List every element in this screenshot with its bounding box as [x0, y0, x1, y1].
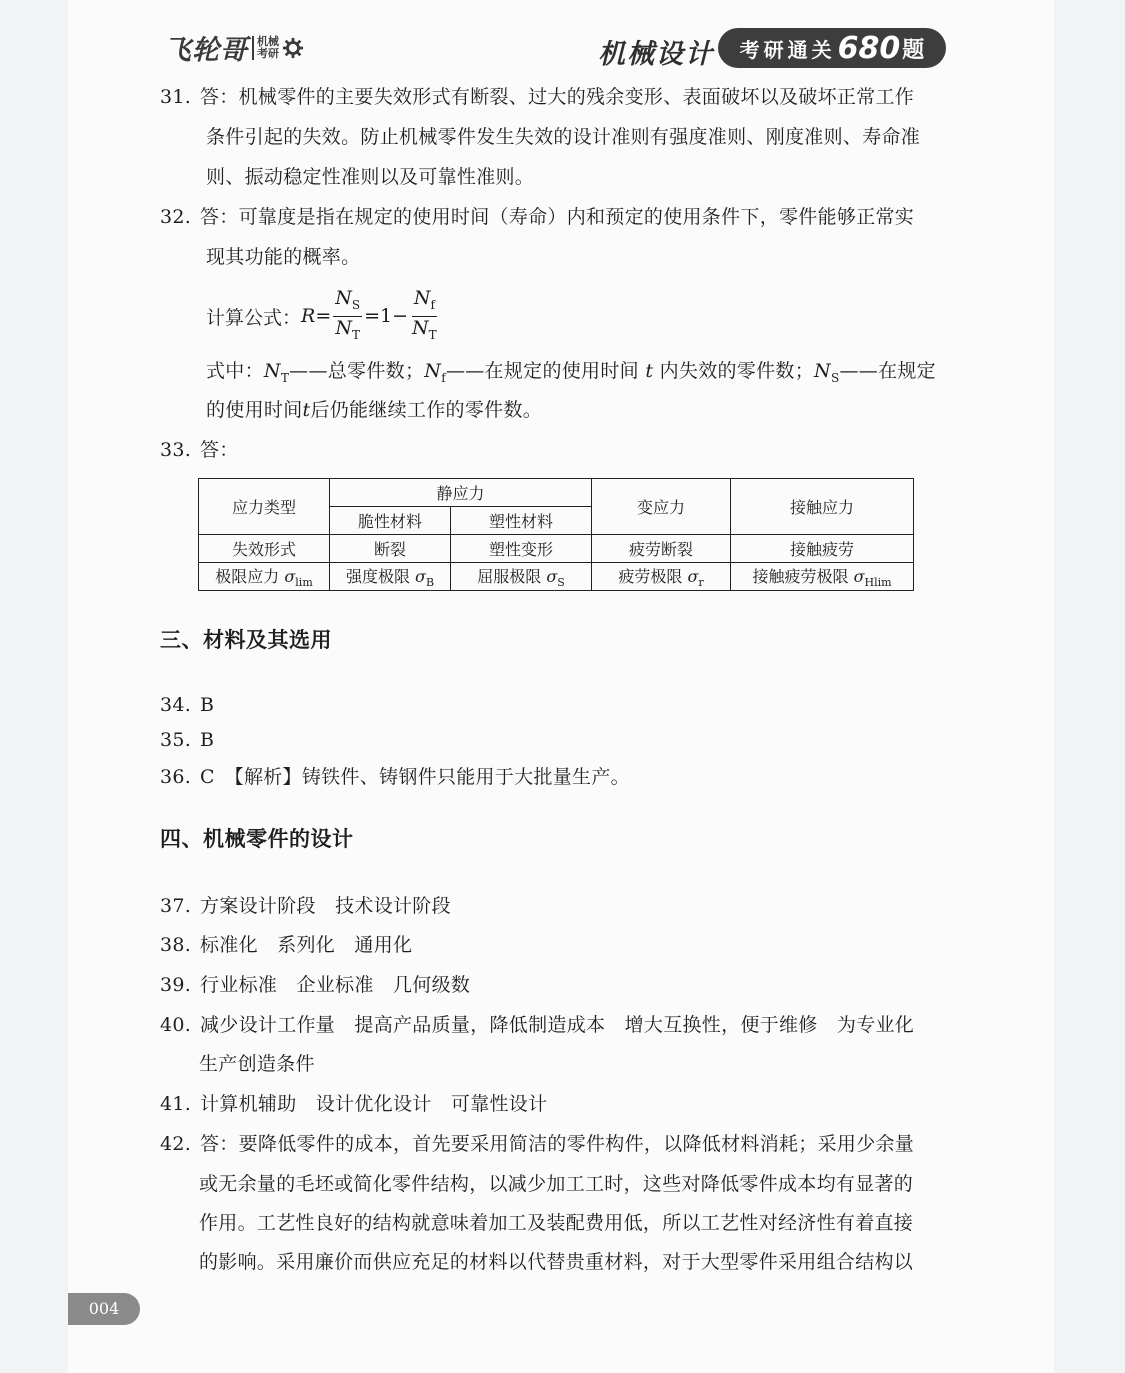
- table-cell: 接触疲劳: [731, 535, 914, 563]
- table-cell: 接触疲劳极限 $\sigma_{Hlim}$: [731, 563, 914, 591]
- answer-line: 条件引起的失效。防止机械零件发生失效的设计准则有强度准则、刚度准则、寿命准: [206, 126, 921, 148]
- answer-line: 作用。工艺性良好的结构就意味着加工及装配费用低，所以工艺性对经济性有着直接: [199, 1212, 914, 1234]
- formula-explanation: 式中：$N_T——$总零件数；$N_f——$在规定的使用时间 t 内失效的零件数；$N_S——$在规定: [206, 360, 936, 385]
- question-37: [160, 891, 451, 921]
- series-badge: [718, 28, 946, 68]
- answer-line: 计算机辅助 设计优化设计 可靠性设计: [200, 1093, 548, 1115]
- section-title: 三、材料及其选用: [160, 627, 332, 652]
- table-row: [199, 535, 914, 563]
- answer-line: 答：: [200, 439, 239, 461]
- answer-line: C 【解析】铸铁件、铸钢件只能用于大批量生产。: [200, 766, 630, 788]
- series-prefix: 考研通关: [739, 37, 836, 62]
- table-header-cell: 应力类型: [199, 479, 330, 535]
- table-header-cell: 脆性材料: [330, 507, 451, 535]
- formula-variable-r: R: [301, 305, 316, 327]
- answer-line: 标准化 系列化 通用化: [200, 934, 413, 956]
- question-number: 41.: [160, 1093, 192, 1115]
- question-number: 31.: [160, 86, 192, 108]
- brand-subtitle-line-2: 考研: [257, 46, 279, 60]
- table-row: [199, 563, 914, 591]
- answer-line: B: [200, 729, 215, 751]
- table-cell: 极限应力 $\sigma_{lim}$: [199, 563, 330, 591]
- question-number: 37.: [160, 895, 192, 917]
- table-cell: 疲劳断裂: [592, 535, 731, 563]
- question-32: [160, 202, 914, 232]
- formula-fraction-1: $\frac{N_S}{N_T}$: [335, 286, 361, 342]
- table-cell: 疲劳极限 $\sigma_r$: [592, 563, 731, 591]
- page-header: [68, 22, 1054, 72]
- answer-line: 则、振动稳定性准则以及可靠性准则。: [206, 166, 535, 188]
- answer-line: 答：机械零件的主要失效形式有断裂、过大的残余变形、表面破坏以及破坏正常工作: [200, 86, 915, 108]
- question-33: [160, 435, 239, 465]
- series-suffix: 题: [902, 37, 925, 63]
- brand-subtitle: [252, 36, 279, 60]
- question-number: 38.: [160, 934, 192, 956]
- brand-subtitle-line-1: 机械: [257, 34, 279, 48]
- answer-line: 现其功能的概率。: [206, 246, 361, 268]
- table-cell: 强度极限 $\sigma_B$: [330, 563, 451, 591]
- question-number: 39.: [160, 974, 192, 996]
- question-31: [160, 82, 914, 112]
- answer-line: 或无余量的毛坯或简化零件结构，以减少加工工时，这些对降低零件成本均有显著的: [199, 1173, 914, 1195]
- table-header-cell: 静应力: [330, 479, 592, 507]
- answer-line: 行业标准 企业标准 几何级数: [200, 974, 471, 996]
- formula-explanation-cont: 的使用时间t后仍能继续工作的零件数。: [206, 399, 543, 421]
- page: [68, 0, 1054, 1373]
- brand-name: 飞轮哥: [164, 35, 248, 66]
- gear-icon: [282, 37, 304, 59]
- brand-logo: [164, 28, 304, 67]
- question-number: 34.: [160, 694, 192, 716]
- table-header-cell: 塑性材料: [451, 507, 592, 535]
- question-38: [160, 930, 412, 960]
- book-title: 机械设计: [598, 39, 714, 70]
- formula-equals: =: [315, 305, 332, 327]
- answer-line: 答：要降低零件的成本，首先要采用简洁的零件构件，以降低材料消耗；采用少余量: [200, 1133, 915, 1155]
- question-number: 36.: [160, 766, 192, 788]
- formula-label: 计算公式：: [206, 306, 302, 329]
- question-39: [160, 970, 470, 1000]
- question-number: 42.: [160, 1133, 192, 1155]
- table-header-cell: 接触应力: [731, 479, 914, 535]
- table-header-cell: 变应力: [592, 479, 731, 535]
- series-number: 680: [837, 30, 901, 66]
- answer-line: B: [200, 694, 215, 716]
- answer-line: 生产创造条件: [199, 1053, 315, 1075]
- answer-line: 减少设计工作量 提高产品质量，降低制造成本 增大互换性，便于维修 为专业化: [200, 1014, 915, 1036]
- answer-line: 的影响。采用廉价而供应充足的材料以代替贵重材料，对于大型零件采用组合结构以: [199, 1251, 914, 1273]
- stress-table: [198, 478, 914, 591]
- formula-fraction-2: $\frac{N_f}{N_T}$: [412, 286, 437, 342]
- table-cell: 断裂: [330, 535, 451, 563]
- table-cell: 屈服极限 $\sigma_S$: [451, 563, 592, 591]
- table-cell: 失效形式: [199, 535, 330, 563]
- answer-line: 方案设计阶段 技术设计阶段: [200, 895, 451, 917]
- question-number: 33.: [160, 439, 192, 461]
- formula-one-minus: =1−: [364, 305, 409, 327]
- question-40: [160, 1010, 914, 1040]
- question-35: [160, 725, 214, 755]
- question-36: [160, 762, 630, 792]
- question-41: [160, 1089, 547, 1119]
- table-row: [199, 479, 914, 507]
- reliability-formula: [206, 286, 441, 346]
- answer-line: 答：可靠度是指在规定的使用时间（寿命）内和预定的使用条件下，零件能够正常实: [200, 206, 915, 228]
- question-42: [160, 1129, 914, 1159]
- question-number: 32.: [160, 206, 192, 228]
- question-number: 35.: [160, 729, 192, 751]
- page-number: 004: [68, 1293, 140, 1325]
- question-number: 40.: [160, 1014, 192, 1036]
- table-cell: 塑性变形: [451, 535, 592, 563]
- question-34: [160, 690, 214, 720]
- section-title: 四、机械零件的设计: [160, 826, 354, 851]
